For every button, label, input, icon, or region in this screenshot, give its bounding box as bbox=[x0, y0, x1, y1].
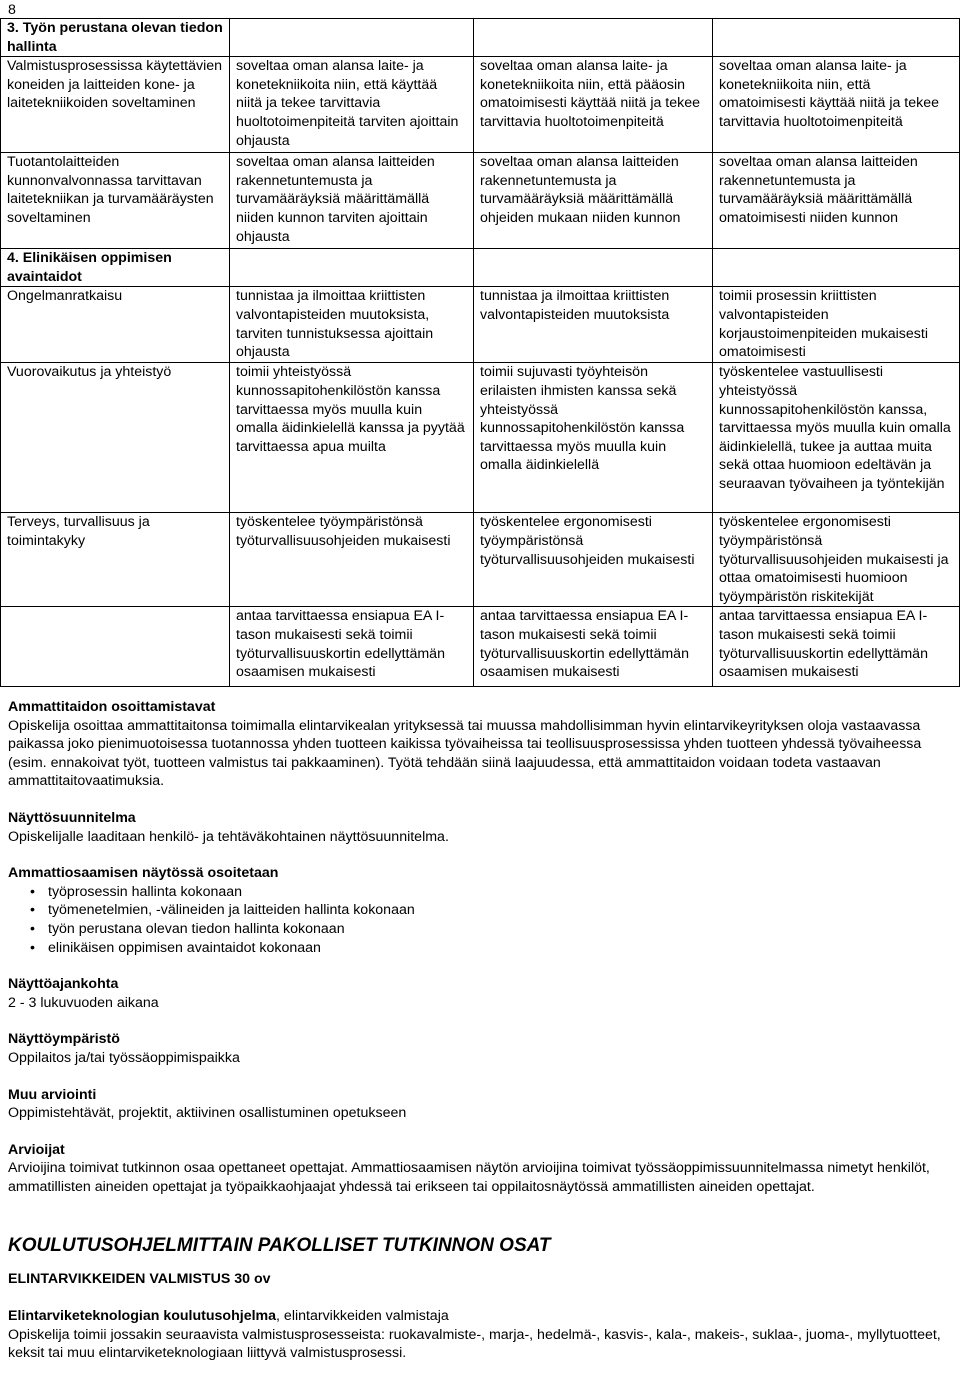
level-cell-3: työskentelee vastuullisesti yhteistyössä kunnossapitohenkilöstön kanssa, tarvittaessa myös muulla kuin omalla äidinkielellä, tukee ja auttaa muita sekä ottaa huomioon edeltävän ja seuraavan työvaiheen ja työntekijän bbox=[713, 363, 960, 513]
level-cell-2 bbox=[474, 249, 713, 287]
level-cell-1 bbox=[230, 19, 474, 57]
level-cell-3 bbox=[713, 249, 960, 287]
criterion-cell bbox=[1, 607, 230, 687]
criterion-cell: Terveys, turvallisuus ja toimintakyky bbox=[1, 513, 230, 607]
level-cell-3: soveltaa oman alansa laitteiden rakennetuntemusta ja turvamääräyksiä määrittämällä omatoimisesti niiden kunnon bbox=[713, 153, 960, 249]
level-cell-3: soveltaa oman alansa laite- ja konetekniikoita niin, että omatoimisesti käyttää niitä ja tekee tarvittavia huoltotoimenpiteitä bbox=[713, 57, 960, 153]
level-cell-1: antaa tarvittaessa ensiapua EA I-tason mukaisesti sekä toimii työturvallisuuskortin edellyttämän osaamisen mukaisesti bbox=[230, 607, 474, 687]
section-text: Arvioijina toimivat tutkinnon osaa opettaneet opettajat. Ammattiosaamisen näytön arvioijina toimivat työssäoppimissuunnitelmassa nimetyt henkilöt, ammatillisten aineiden opettajat ja työpaikkaohjaajat yhdessä tai erikseen tai oppilaitosnäytössä ammatillisten aineiden opettajat. bbox=[8, 1160, 930, 1195]
table-row bbox=[1, 249, 960, 287]
section-arvioijat bbox=[8, 1141, 953, 1197]
level-cell-1: soveltaa oman alansa laitteiden rakennetuntemusta ja turvamääräyksiä määrittämällä niiden kunnon tarviten ajoittain ohjausta bbox=[230, 153, 474, 249]
section-heading: Näyttöajankohta bbox=[8, 976, 119, 993]
section-nayttoymparisto bbox=[8, 1030, 953, 1067]
list-item: • työmenetelmien, -välineiden ja laitteiden hallinta kokonaan bbox=[8, 901, 953, 920]
level-cell-2: soveltaa oman alansa laite- ja konetekniikoita niin, että pääosin omatoimisesti käyttää niitä ja tekee tarvittavia huoltotoimenpiteitä bbox=[474, 57, 713, 153]
table-row bbox=[1, 153, 960, 249]
section-nayttosuunnitelma bbox=[8, 809, 953, 846]
list-item: • työn perustana olevan tiedon hallinta kokonaan bbox=[8, 920, 953, 939]
section-text: Oppimistehtävät, projektit, aktiivinen osallistuminen opetukseen bbox=[8, 1105, 407, 1122]
table-row bbox=[1, 287, 960, 363]
level-cell-2: toimii sujuvasti työyhteisön erilaisten ihmisten kanssa sekä yhteistyössä kunnossapitohenkilöstön kanssa tarvittaessa myös muulla kuin omalla äidinkielellä bbox=[474, 363, 713, 513]
section-osoitetaan bbox=[8, 864, 953, 957]
section-heading: Ammattitaidon osoittamistavat bbox=[8, 699, 216, 715]
bullet-list bbox=[8, 883, 953, 957]
level-cell-2: tunnistaa ja ilmoittaa kriittisten valvontapisteiden muutoksista bbox=[474, 287, 713, 363]
section-muu-arviointi bbox=[8, 1086, 953, 1123]
section-text: Oppilaitos ja/tai työssäoppimispaikka bbox=[8, 1049, 240, 1066]
criterion-cell: Ongelmanratkaisu bbox=[1, 287, 230, 363]
level-cell-1: soveltaa oman alansa laite- ja konetekniikoita niin, että käyttää niitä ja tekee tarvittavia huoltotoimenpiteitä tarviten ajoittain ohjausta bbox=[230, 57, 474, 153]
document-body bbox=[8, 698, 953, 1363]
section-heading: Näyttöympäristö bbox=[8, 1031, 120, 1048]
programme-line bbox=[8, 1307, 953, 1326]
section-heading: Ammattiosaamisen näytössä osoitetaan bbox=[8, 865, 279, 882]
list-item: • työprosessin hallinta kokonaan bbox=[8, 883, 953, 902]
table-row bbox=[1, 363, 960, 513]
programme-suffix: , elintarvikkeiden valmistaja bbox=[276, 1308, 449, 1325]
section-nayttoajankohta bbox=[8, 975, 953, 1012]
section-heading: Näyttösuunnitelma bbox=[8, 809, 136, 826]
level-cell-1: toimii yhteistyössä kunnossapitohenkilöstön kanssa tarvittaessa myös muulla kuin omalla äidinkielellä kanssa ja pyytää tarvittaessa apua muilta bbox=[230, 363, 474, 513]
table-row bbox=[1, 19, 960, 57]
level-cell-3: työskentelee ergonomisesti työympäristönsä työturvallisuusohjeiden mukaisesti ja ottaa omatoimisesti huomioon työympäristön riskitekijät bbox=[713, 513, 960, 607]
section-valmistus bbox=[8, 1270, 953, 1289]
level-cell-1: työskentelee työympäristönsä työturvallisuusohjeiden mukaisesti bbox=[230, 513, 474, 607]
level-cell-1 bbox=[230, 249, 474, 287]
level-cell-2: antaa tarvittaessa ensiapua EA I-tason mukaisesti sekä toimii työturvallisuuskortin edellyttämän osaamisen mukaisesti bbox=[474, 607, 713, 687]
major-heading: KOULUTUSOHJELMITTAIN PAKOLLISET TUTKINNON OSAT bbox=[8, 1235, 551, 1257]
criterion-cell: 4. Elinikäisen oppimisen avaintaidot bbox=[1, 249, 230, 287]
level-cell-3: antaa tarvittaessa ensiapua EA I-tason mukaisesti sekä toimii työturvallisuuskortin edellyttämän osaamisen mukaisesti bbox=[713, 607, 960, 687]
criterion-cell: Tuotantolaitteiden kunnonvalvonnassa tarvittavan laitetekniikan ja turvamääräysten soveltaminen bbox=[1, 153, 230, 249]
table-row bbox=[1, 57, 960, 153]
section-text: Opiskelija osoittaa ammattitaitonsa toimimalla elintarvikealan yrityksessä tai muussa mahdollisimman hyvin elintarvikeyrityksen oloja vastaavassa paikassa joko pienimuotoisessa tuotannossa yhden tuotteen kaikissa työvaiheissa tai teollisuusprosessissa yhden tuotteen yhdessä työvaiheessa (esim. ennakoivat työt, tuotteen valmistus tai pakkaaminen). Työtä tehdään siinä laajuudessa, että ammattitaidon voidaan todeta vastaavan ammattitaitovaatimuksia. bbox=[8, 717, 922, 790]
assessment-criteria-table bbox=[0, 18, 960, 687]
criterion-cell: Vuorovaikutus ja yhteistyö bbox=[1, 363, 230, 513]
section-koulutusohjelma bbox=[8, 1307, 953, 1363]
criterion-cell: Valmistusprosessissa käytettävien koneiden ja laitteiden kone- ja laitetekniikoiden soveltaminen bbox=[1, 57, 230, 153]
level-cell-2: soveltaa oman alansa laitteiden rakennetuntemusta ja turvamääräyksiä määrittämällä ohjeiden mukaan niiden kunnon bbox=[474, 153, 713, 249]
section-text: Opiskelijalle laaditaan henkilö- ja tehtäväkohtainen näyttösuunnitelma. bbox=[8, 828, 449, 845]
section-text: Opiskelija toimii jossakin seuraavista valmistusprosesseista: ruokavalmiste-, marja-, hedelmä-, kasvis-, kala-, makeis-, suklaa-, juoma-, myllytuotteet, keksit tai muu elintarviketeknologiaan liittyvä valmistusprosessi. bbox=[8, 1326, 941, 1362]
table-row bbox=[1, 607, 960, 687]
section-text: 2 - 3 lukuvuoden aikana bbox=[8, 994, 159, 1011]
criterion-cell: 3. Työn perustana olevan tiedon hallinta bbox=[1, 19, 230, 57]
level-cell-2: työskentelee ergonomisesti työympäristönsä työturvallisuusohjeiden mukaisesti bbox=[474, 513, 713, 607]
programme-name: Elintarviketeknologian koulutusohjelma bbox=[8, 1308, 277, 1325]
level-cell-3 bbox=[713, 19, 960, 57]
section-pakolliset bbox=[8, 1234, 953, 1258]
level-cell-3: toimii prosessin kriittisten valvontapisteiden korjaustoimenpiteiden mukaisesti omatoimisesti bbox=[713, 287, 960, 363]
sub-heading: ELINTARVIKKEIDEN VALMISTUS 30 ov bbox=[8, 1271, 271, 1288]
level-cell-1: tunnistaa ja ilmoittaa kriittisten valvontapisteiden muutoksista, tarviten tunnistuksessa ajoittain ohjausta bbox=[230, 287, 474, 363]
page-number: 8 bbox=[8, 2, 16, 18]
table-row bbox=[1, 513, 960, 607]
list-item: • elinikäisen oppimisen avaintaidot kokonaan bbox=[8, 939, 953, 958]
section-heading: Muu arviointi bbox=[8, 1086, 97, 1103]
section-ammattitaito bbox=[8, 698, 953, 791]
section-heading: Arvioijat bbox=[8, 1141, 65, 1158]
level-cell-2 bbox=[474, 19, 713, 57]
